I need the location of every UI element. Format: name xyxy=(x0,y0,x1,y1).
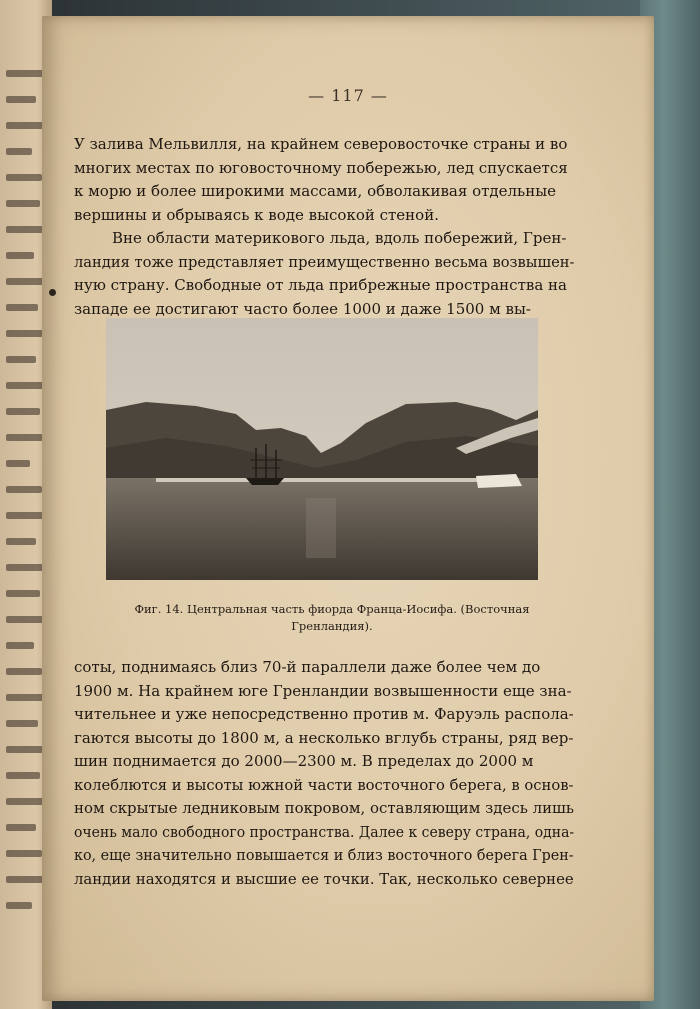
text-line: 1900 м. На крайнем юге Гренландии возвышенности еще зна- xyxy=(74,681,572,700)
text-line: ном скрытые ледниковым покровом, оставляющим здесь лишь xyxy=(74,799,575,817)
prev-page-text-line xyxy=(6,616,46,623)
page-number: — 117 — xyxy=(308,86,388,105)
text-line: ко, еще значительно повышается и близ восточного берега Грен- xyxy=(74,846,574,864)
prev-page-text-line xyxy=(6,720,38,727)
prev-page-text-line xyxy=(6,148,32,155)
text-line: к морю и более широкими массами, обволакивая отдельные xyxy=(74,182,557,200)
prev-page-text-line xyxy=(6,850,42,857)
text-line: ную страну. Свободные от льда прибрежные пространства на xyxy=(74,276,567,294)
ink-dot xyxy=(49,289,56,296)
text-line: У залива Мельвилля, на крайнем северовосточке страны и во xyxy=(74,135,568,153)
prev-page-text-line xyxy=(6,564,44,571)
prev-page-text-line xyxy=(6,694,46,701)
prev-page-text-line xyxy=(6,356,36,363)
prev-page-text-line xyxy=(6,876,44,883)
text-line: многих местах по юговосточному побережью, лед спускается xyxy=(74,158,568,177)
prev-page-text-line xyxy=(6,174,42,181)
text-line: гаются высоты до 1800 м, а несколько вглубь страны, ряд вер- xyxy=(74,728,574,747)
prev-page-text-line xyxy=(6,824,36,831)
fjord-photograph-drawing xyxy=(106,318,538,580)
prev-page-text-line xyxy=(6,590,40,597)
text-line: вершины и обрываясь к воде высокой стеной. xyxy=(74,205,439,224)
text-line: соты, поднимаясь близ 70-й параллели даже более чем до xyxy=(74,658,541,676)
prev-page-text-line xyxy=(6,96,36,103)
text-line: колеблются и высоты южной части восточного берега, в основ- xyxy=(74,775,574,794)
text-line: чительнее и уже непосредственно против м. Фаруэль распола- xyxy=(74,705,574,723)
prev-page-text-line xyxy=(6,226,46,233)
paragraph-top xyxy=(74,133,574,321)
caption-line: Гренландия). xyxy=(291,619,373,633)
prev-page-text-line xyxy=(6,668,42,675)
prev-page-text-line xyxy=(6,434,46,441)
figure-caption xyxy=(102,601,562,635)
prev-page-text-line xyxy=(6,486,42,493)
prev-page-text-line xyxy=(6,798,46,805)
prev-page-text-line xyxy=(6,70,44,77)
prev-page-text-line xyxy=(6,460,30,467)
prev-page-text-line xyxy=(6,330,46,337)
prev-page-text-line xyxy=(6,278,44,285)
text-line: западе ее достигают часто более 1000 и даже 1500 м вы- xyxy=(74,299,531,318)
text-line: Вне области материкового льда, вдоль побережий, Грен- xyxy=(112,229,567,247)
text-line: ландии находятся и высшие ее точки. Так, несколько севернее xyxy=(74,869,574,888)
prev-page-text-line xyxy=(6,538,36,545)
text-line: шин поднимается до 2000—2300 м. В пределах до 2000 м xyxy=(74,752,534,770)
text-line: ландия тоже представляет преимущественно весьма возвышен- xyxy=(74,252,575,271)
prev-page-text-line xyxy=(6,252,34,259)
caption-line: Фиг. 14. Центральная часть фиорда Франца-Иосифа. (Восточная xyxy=(134,602,530,616)
fjord-photograph xyxy=(106,318,538,580)
prev-page-text-line xyxy=(6,122,46,129)
prev-page-text-line xyxy=(6,902,32,909)
prev-page-text-line xyxy=(6,304,38,311)
prev-page-text-line xyxy=(6,772,40,779)
prev-page-text-line xyxy=(6,382,44,389)
paragraph-bottom xyxy=(74,656,574,891)
prev-page-text-line xyxy=(6,642,34,649)
prev-page-text-line xyxy=(6,408,40,415)
prev-page-text-line xyxy=(6,200,40,207)
prev-page-text-line xyxy=(6,746,44,753)
book-page xyxy=(42,16,654,1001)
prev-page-text-line xyxy=(6,512,46,519)
text-line: очень мало свободного пространства. Далее к северу страна, одна- xyxy=(74,822,575,841)
